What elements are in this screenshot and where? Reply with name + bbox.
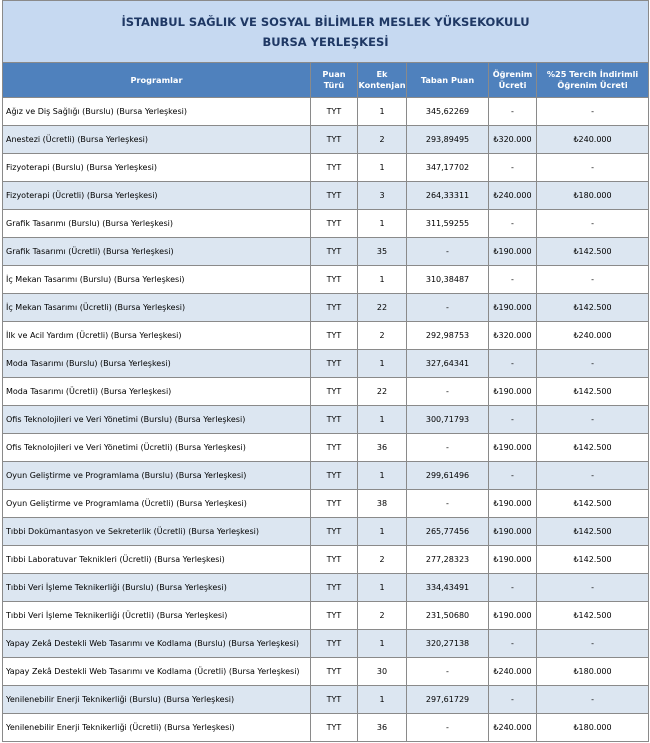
cell-puan-turu: TYT (311, 266, 358, 294)
cell-taban-puan: 265,77456 (407, 518, 489, 546)
header-ogrenim-ucreti: Öğrenim Ücreti (489, 63, 537, 98)
cell-ogrenim-ucreti: ₺190.000 (489, 602, 537, 630)
cell-ogrenim-ucreti: ₺190.000 (489, 294, 537, 322)
cell-program: Grafik Tasarımı (Burslu) (Bursa Yerleşkesi) (3, 210, 311, 238)
cell-taban-puan: 347,17702 (407, 154, 489, 182)
cell-ogrenim-ucreti: ₺240.000 (489, 714, 537, 742)
cell-taban-puan: - (407, 378, 489, 406)
cell-puan-turu: TYT (311, 602, 358, 630)
cell-ek-kontenjan: 1 (358, 518, 407, 546)
cell-program: Ağız ve Diş Sağlığı (Burslu) (Bursa Yerleşkesi) (3, 98, 311, 126)
cell-puan-turu: TYT (311, 630, 358, 658)
cell-ogrenim-ucreti: ₺320.000 (489, 322, 537, 350)
cell-program: Grafik Tasarımı (Ücretli) (Bursa Yerleşkesi) (3, 238, 311, 266)
table-row (3, 210, 649, 238)
cell-indirimli-ucret: ₺142.500 (537, 602, 649, 630)
cell-ogrenim-ucreti: - (489, 462, 537, 490)
cell-taban-puan: 310,38487 (407, 266, 489, 294)
header-puan-turu: Puan Türü (311, 63, 358, 98)
table-row (3, 630, 649, 658)
cell-program: Moda Tasarımı (Burslu) (Bursa Yerleşkesi) (3, 350, 311, 378)
cell-indirimli-ucret: ₺180.000 (537, 658, 649, 686)
cell-taban-puan: - (407, 294, 489, 322)
table-row (3, 126, 649, 154)
cell-ek-kontenjan: 1 (358, 350, 407, 378)
cell-ek-kontenjan: 38 (358, 490, 407, 518)
cell-taban-puan: - (407, 714, 489, 742)
cell-ogrenim-ucreti: ₺190.000 (489, 434, 537, 462)
table-row (3, 322, 649, 350)
cell-program: Yenilenebilir Enerji Teknikerliği (Ücretli) (Bursa Yerleşkesi) (3, 714, 311, 742)
cell-puan-turu: TYT (311, 98, 358, 126)
cell-ogrenim-ucreti: ₺240.000 (489, 182, 537, 210)
cell-indirimli-ucret: - (537, 686, 649, 714)
title-line-2: BURSA YERLEŞKESİ (262, 34, 389, 49)
cell-ek-kontenjan: 1 (358, 406, 407, 434)
cell-program: Yapay Zekâ Destekli Web Tasarımı ve Kodlama (Ücretli) (Bursa Yerleşkesi) (3, 658, 311, 686)
cell-indirimli-ucret: - (537, 630, 649, 658)
cell-indirimli-ucret: - (537, 154, 649, 182)
cell-puan-turu: TYT (311, 574, 358, 602)
cell-taban-puan: 327,64341 (407, 350, 489, 378)
cell-ogrenim-ucreti: ₺190.000 (489, 546, 537, 574)
cell-ogrenim-ucreti: ₺240.000 (489, 658, 537, 686)
cell-puan-turu: TYT (311, 462, 358, 490)
table-row (3, 658, 649, 686)
cell-ek-kontenjan: 1 (358, 686, 407, 714)
cell-program: Fizyoterapi (Burslu) (Bursa Yerleşkesi) (3, 154, 311, 182)
cell-indirimli-ucret: ₺240.000 (537, 322, 649, 350)
table-row (3, 378, 649, 406)
cell-ek-kontenjan: 36 (358, 714, 407, 742)
table-title (3, 1, 649, 63)
cell-indirimli-ucret: ₺142.500 (537, 294, 649, 322)
table-row (3, 98, 649, 126)
cell-indirimli-ucret: - (537, 406, 649, 434)
cell-indirimli-ucret: ₺240.000 (537, 126, 649, 154)
cell-ek-kontenjan: 1 (358, 462, 407, 490)
table-row (3, 462, 649, 490)
cell-ogrenim-ucreti: - (489, 574, 537, 602)
cell-ek-kontenjan: 22 (358, 378, 407, 406)
table-row (3, 602, 649, 630)
cell-indirimli-ucret: - (537, 98, 649, 126)
cell-ogrenim-ucreti: ₺190.000 (489, 378, 537, 406)
cell-ogrenim-ucreti: ₺320.000 (489, 126, 537, 154)
cell-puan-turu: TYT (311, 518, 358, 546)
cell-program: Oyun Geliştirme ve Programlama (Burslu) (Bursa Yerleşkesi) (3, 462, 311, 490)
cell-puan-turu: TYT (311, 294, 358, 322)
table-row (3, 434, 649, 462)
cell-indirimli-ucret: ₺142.500 (537, 490, 649, 518)
cell-puan-turu: TYT (311, 350, 358, 378)
cell-ogrenim-ucreti: - (489, 406, 537, 434)
cell-program: İç Mekan Tasarımı (Burslu) (Bursa Yerleşkesi) (3, 266, 311, 294)
cell-puan-turu: TYT (311, 406, 358, 434)
cell-indirimli-ucret: ₺142.500 (537, 518, 649, 546)
cell-taban-puan: 293,89495 (407, 126, 489, 154)
cell-ek-kontenjan: 1 (358, 154, 407, 182)
cell-taban-puan: - (407, 658, 489, 686)
table-row (3, 574, 649, 602)
cell-puan-turu: TYT (311, 686, 358, 714)
title-line-1: İSTANBUL SAĞLIK VE SOSYAL BİLİMLER MESLEK YÜKSEKOKULU (121, 14, 530, 29)
cell-taban-puan: 297,61729 (407, 686, 489, 714)
cell-program: İlk ve Acil Yardım (Ücretli) (Bursa Yerleşkesi) (3, 322, 311, 350)
cell-ek-kontenjan: 30 (358, 658, 407, 686)
cell-indirimli-ucret: - (537, 574, 649, 602)
cell-ek-kontenjan: 3 (358, 182, 407, 210)
cell-ogrenim-ucreti: - (489, 350, 537, 378)
cell-puan-turu: TYT (311, 434, 358, 462)
cell-program: Ofis Teknolojileri ve Veri Yönetimi (Burslu) (Bursa Yerleşkesi) (3, 406, 311, 434)
cell-indirimli-ucret: ₺142.500 (537, 378, 649, 406)
cell-taban-puan: - (407, 490, 489, 518)
cell-puan-turu: TYT (311, 182, 358, 210)
cell-indirimli-ucret: - (537, 266, 649, 294)
cell-puan-turu: TYT (311, 658, 358, 686)
cell-ek-kontenjan: 1 (358, 266, 407, 294)
cell-program: Moda Tasarımı (Ücretli) (Bursa Yerleşkesi) (3, 378, 311, 406)
table-body (3, 98, 649, 742)
cell-ek-kontenjan: 2 (358, 602, 407, 630)
header-indirimli-ucret: %25 Tercih İndirimli Öğrenim Ücreti (537, 63, 649, 98)
cell-taban-puan: - (407, 238, 489, 266)
table-row (3, 686, 649, 714)
cell-ogrenim-ucreti: - (489, 154, 537, 182)
header-programlar: Programlar (3, 63, 311, 98)
cell-taban-puan: - (407, 434, 489, 462)
cell-indirimli-ucret: ₺180.000 (537, 714, 649, 742)
cell-puan-turu: TYT (311, 210, 358, 238)
table-row (3, 294, 649, 322)
cell-program: Ofis Teknolojileri ve Veri Yönetimi (Ücretli) (Bursa Yerleşkesi) (3, 434, 311, 462)
cell-puan-turu: TYT (311, 154, 358, 182)
cell-taban-puan: 231,50680 (407, 602, 489, 630)
cell-taban-puan: 320,27138 (407, 630, 489, 658)
cell-indirimli-ucret: ₺180.000 (537, 182, 649, 210)
cell-ek-kontenjan: 1 (358, 574, 407, 602)
cell-indirimli-ucret: ₺142.500 (537, 546, 649, 574)
cell-taban-puan: 311,59255 (407, 210, 489, 238)
cell-taban-puan: 277,28323 (407, 546, 489, 574)
table-row (3, 182, 649, 210)
cell-taban-puan: 292,98753 (407, 322, 489, 350)
cell-program: Tıbbi Dokümantasyon ve Sekreterlik (Ücretli) (Bursa Yerleşkesi) (3, 518, 311, 546)
cell-ek-kontenjan: 1 (358, 98, 407, 126)
cell-program: İç Mekan Tasarımı (Ücretli) (Bursa Yerleşkesi) (3, 294, 311, 322)
cell-puan-turu: TYT (311, 322, 358, 350)
cell-ek-kontenjan: 1 (358, 630, 407, 658)
cell-ek-kontenjan: 2 (358, 126, 407, 154)
cell-ek-kontenjan: 1 (358, 210, 407, 238)
cell-program: Yenilenebilir Enerji Teknikerliği (Burslu) (Bursa Yerleşkesi) (3, 686, 311, 714)
cell-ogrenim-ucreti: - (489, 266, 537, 294)
cell-ogrenim-ucreti: - (489, 630, 537, 658)
cell-ek-kontenjan: 22 (358, 294, 407, 322)
table-row (3, 350, 649, 378)
table-row (3, 266, 649, 294)
cell-puan-turu: TYT (311, 126, 358, 154)
header-ek-kontenjan: Ek Kontenjan (358, 63, 407, 98)
cell-taban-puan: 345,62269 (407, 98, 489, 126)
cell-indirimli-ucret: - (537, 350, 649, 378)
cell-program: Yapay Zekâ Destekli Web Tasarımı ve Kodlama (Burslu) (Bursa Yerleşkesi) (3, 630, 311, 658)
table-row (3, 406, 649, 434)
cell-ogrenim-ucreti: ₺190.000 (489, 518, 537, 546)
table-row (3, 714, 649, 742)
cell-program: Tıbbi Laboratuvar Teknikleri (Ücretli) (Bursa Yerleşkesi) (3, 546, 311, 574)
cell-ek-kontenjan: 2 (358, 546, 407, 574)
cell-indirimli-ucret: ₺142.500 (537, 434, 649, 462)
cell-ogrenim-ucreti: - (489, 98, 537, 126)
cell-taban-puan: 264,33311 (407, 182, 489, 210)
table-row (3, 154, 649, 182)
header-taban-puan: Taban Puan (407, 63, 489, 98)
cell-program: Oyun Geliştirme ve Programlama (Ücretli) (Bursa Yerleşkesi) (3, 490, 311, 518)
cell-indirimli-ucret: - (537, 210, 649, 238)
cell-ogrenim-ucreti: ₺190.000 (489, 238, 537, 266)
cell-indirimli-ucret: ₺142.500 (537, 238, 649, 266)
cell-program: Tıbbi Veri İşleme Teknikerliği (Ücretli) (Bursa Yerleşkesi) (3, 602, 311, 630)
cell-puan-turu: TYT (311, 238, 358, 266)
cell-puan-turu: TYT (311, 714, 358, 742)
cell-taban-puan: 299,61496 (407, 462, 489, 490)
cell-puan-turu: TYT (311, 490, 358, 518)
table-row (3, 238, 649, 266)
cell-program: Tıbbi Veri İşleme Teknikerliği (Burslu) (Bursa Yerleşkesi) (3, 574, 311, 602)
cell-ek-kontenjan: 36 (358, 434, 407, 462)
cell-program: Fizyoterapi (Ücretli) (Bursa Yerleşkesi) (3, 182, 311, 210)
programs-table (2, 0, 649, 742)
cell-puan-turu: TYT (311, 546, 358, 574)
cell-ogrenim-ucreti: - (489, 210, 537, 238)
cell-program: Anestezi (Ücretli) (Bursa Yerleşkesi) (3, 126, 311, 154)
cell-taban-puan: 334,43491 (407, 574, 489, 602)
table-row (3, 490, 649, 518)
cell-ogrenim-ucreti: - (489, 686, 537, 714)
cell-ek-kontenjan: 2 (358, 322, 407, 350)
cell-puan-turu: TYT (311, 378, 358, 406)
table-row (3, 546, 649, 574)
document (2, 0, 648, 742)
cell-ek-kontenjan: 35 (358, 238, 407, 266)
cell-indirimli-ucret: - (537, 462, 649, 490)
header-row (3, 63, 649, 98)
cell-taban-puan: 300,71793 (407, 406, 489, 434)
table-row (3, 518, 649, 546)
cell-ogrenim-ucreti: ₺190.000 (489, 490, 537, 518)
